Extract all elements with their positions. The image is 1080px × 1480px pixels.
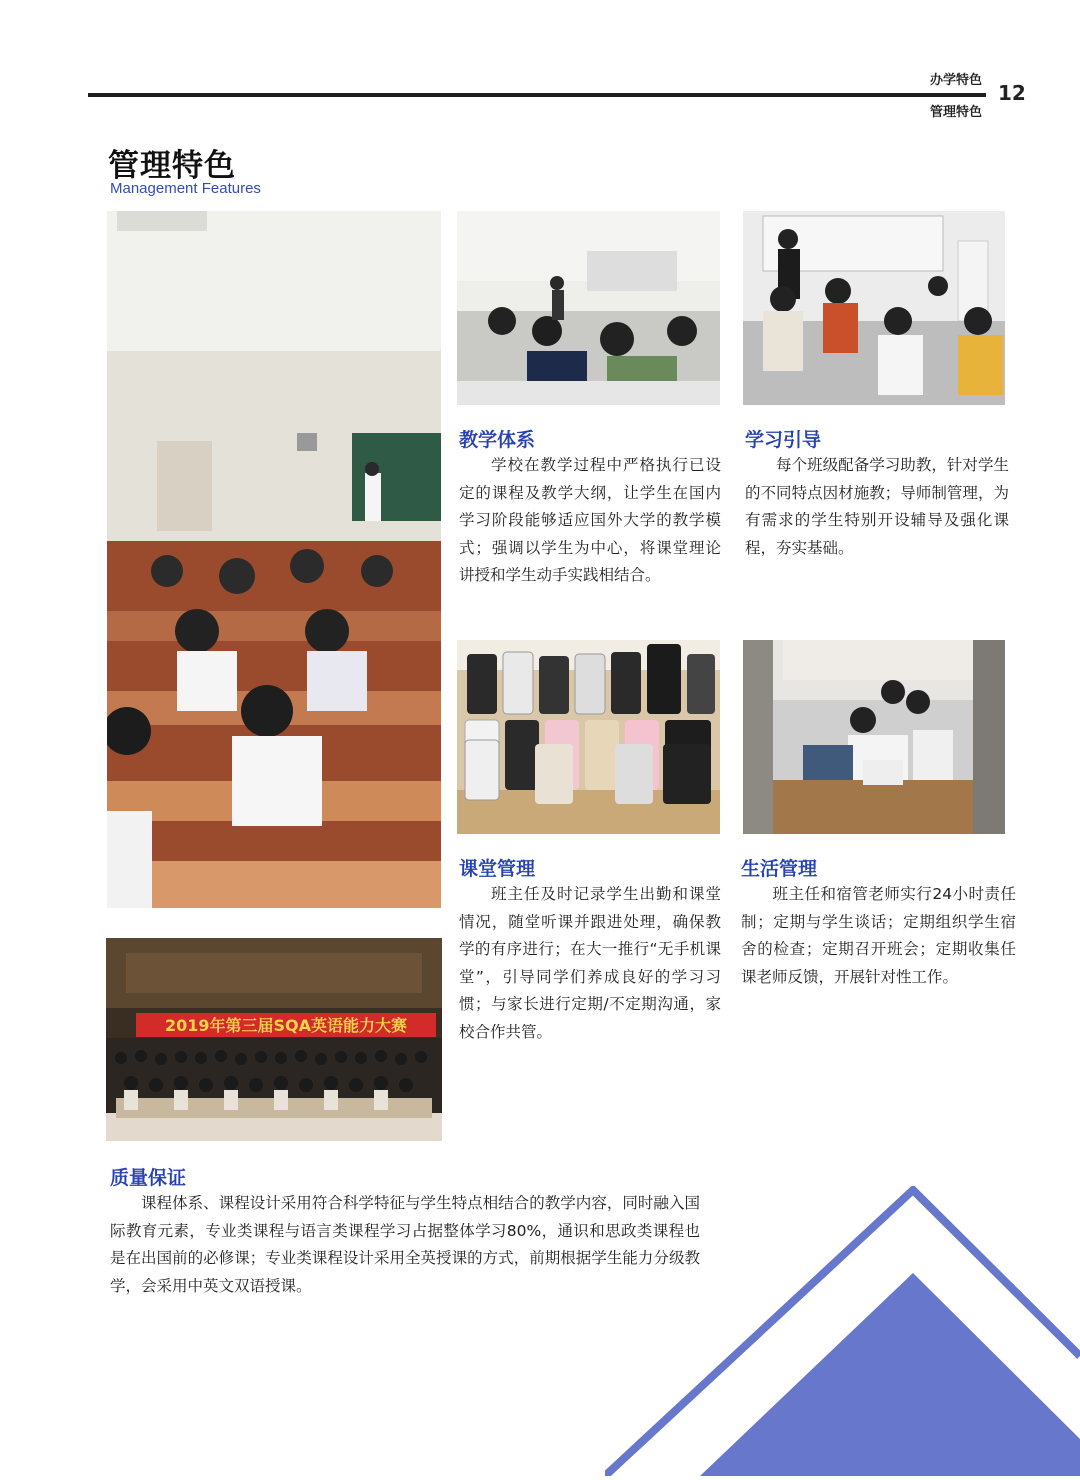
guidance-photo xyxy=(743,211,1005,405)
guidance-section-body: 每个班级配备学习助教，针对学生的不同特点因材施教；导师制管理，为有需求的学生特别开设辅导及强化课程，夯实基础。 xyxy=(745,456,1009,557)
page-subtitle: Management Features xyxy=(110,180,261,197)
teaching-section-body: 学校在教学过程中严格执行已设定的课程及教学大纲，让学生在国内学习阶段能够适应国外大学的教学模式；强调以学生为中心，将课堂理论讲授和学生动手实践相结合。 xyxy=(459,456,721,585)
classroom-section-text xyxy=(459,881,721,1047)
banner-text: 2019年第三届SQA英语能力大赛 xyxy=(164,1016,408,1035)
quality-section-body: 课程体系、课程设计采用符合科学特征与学生特点相结合的教学内容，同时融入国际教育元素，专业类课程与语言类课程学习占据整体学习80%，通识和思政类课程也是在出国前的必修课；专业类课程设计采用全英授课的方式，前期根据学生能力分级教学，会采用中英文双语授课。 xyxy=(110,1194,700,1295)
header-category-top: 办学特色 xyxy=(929,73,982,88)
classroom-section-body: 班主任及时记录学生出勤和课堂情况，随堂听课并跟进处理，确保教学的有序进行；在大一推行“无手机课堂”，引导同学们养成良好的学习习惯；与家长进行定期/不定期沟通，家校合作共管。 xyxy=(459,885,721,1041)
life-section-text xyxy=(741,881,1016,991)
decorative-triangles xyxy=(605,1186,1080,1476)
guidance-section-text xyxy=(745,452,1009,562)
phone-storage-photo xyxy=(457,640,720,834)
guidance-section-title: 学习引导 xyxy=(745,429,822,451)
page-title: 管理特色 xyxy=(108,148,236,184)
teaching-section-title: 教学体系 xyxy=(459,429,536,451)
page-number: 12 xyxy=(998,81,1026,105)
life-section-title: 生活管理 xyxy=(741,858,818,880)
dormitory-photo xyxy=(743,640,1005,834)
teaching-photo xyxy=(457,211,720,405)
group-photo xyxy=(106,938,442,1141)
header-category-bottom: 管理特色 xyxy=(929,105,982,120)
quality-section-title: 质量保证 xyxy=(110,1167,187,1189)
classroom-section-title: 课堂管理 xyxy=(459,858,536,880)
classroom-photo-large xyxy=(107,211,441,908)
teaching-section-text xyxy=(459,452,721,590)
life-section-body: 班主任和宿管老师实行24小时责任制；定期与学生谈话；定期组织学生宿舍的检查；定期召开班会；定期收集任课老师反馈，开展针对性工作。 xyxy=(741,885,1016,986)
header-rule xyxy=(88,93,986,97)
